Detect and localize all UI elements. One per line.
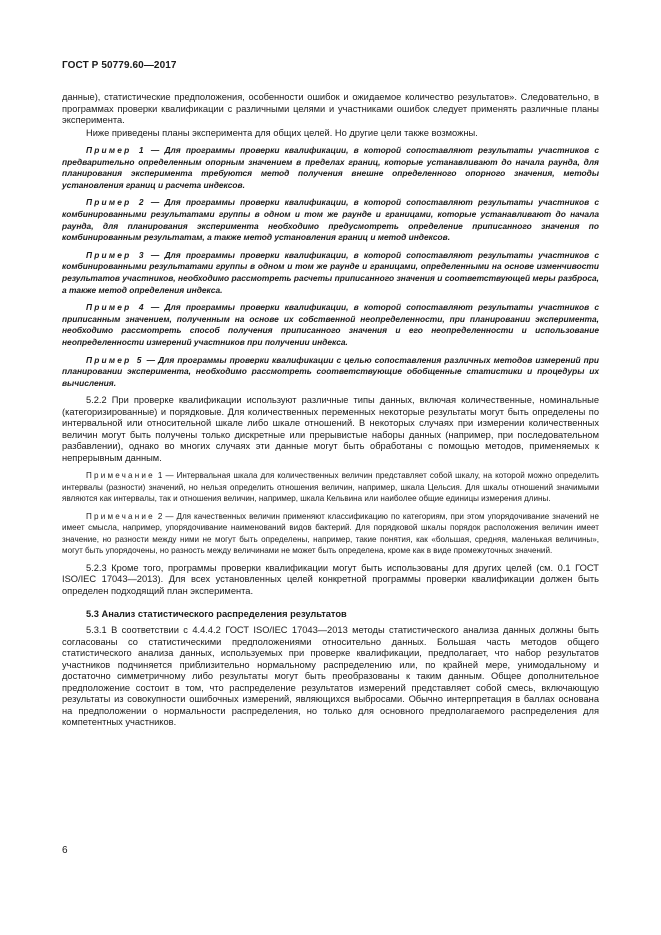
- example-text: — Для программы проверки квалификации, в которой сопоставляют результаты участников с комбинированными результатами группы в одном и том же раунде и границами, которые устанавливают до начала раунда, для планирования эксперимента необходимо предусмотреть определение приписанного значения по комбинированным результатам, а также метод установления границ и метод индексов.: [62, 197, 599, 243]
- example-label: Пример 5: [86, 354, 144, 365]
- section-title: 5.3 Анализ статистического распределения результатов: [86, 609, 347, 620]
- example-label: Пример 4: [86, 302, 146, 313]
- paragraph-continuation: данные), статистические предположения, особенности ошибок и ожидаемое количество результатов». Следовательно, в программах проверки квалификации с различными целями и участниками ошибок следует применять различные планы эксперимента.: [62, 92, 599, 125]
- example-3: [62, 250, 599, 296]
- example-text: — Для программы проверки квалификации, в которой сопоставляют результаты участников с комбинированными результатами группы в одном и том же раунде и границами, определенными на основе изменчивости результатов участников, необходимо рассмотреть расчеты приписанного значения и соответствующей меры разброса, а также метод определения индекса.: [62, 249, 599, 295]
- paragraph-intro: Ниже приведены планы эксперимента для общих целей. Но другие цели также возможны.: [86, 127, 478, 138]
- page-body: [62, 92, 599, 730]
- example-text: — Для программы проверки квалификации, в которой сопоставляют результаты участников с предварительно определенным опорным значением в пределах границ, которые устанавливают до начала раунда, для планирования эксперимента требуются метод получения внешне определенного опорного значения, методы установления границ и расчета индексов.: [62, 145, 599, 190]
- note-text: 2 — Для качественных величин применяют классификацию по категориям, при этом упорядочивание значений не имеет смысла, например, упорядочивание наименований видов бактерий. Для порядковой шкалы порядок расположения величин имеет значение, но разности между ними не могут быть определены, например, такие понятия, как «большая, средняя, маленькая величины», могут быть упорядочены, но разность между величинами не может быть определена, кроме как в виде промежуточных значений.: [62, 511, 599, 556]
- standard-header: ГОСТ Р 50779.60—2017: [62, 60, 177, 71]
- example-5: [62, 355, 599, 390]
- paragraph-5-2-2: 5.2.2 При проверке квалификации используют различные типы данных, включая количественные, номинальные (категоризированные) и порядковые. Для количественных переменных некоторые результаты могут быть определены по интервальной или относительной шкале либо шкале отношений. В некоторых случаях при измерении количественных величин могут быть получены только дискретные или прерывистые наборы данных (например, при последовательном разбавлении), однако во многих случаях эти данные могут быть обработаны с помощью методов, применяемых к непрерывным данным.: [62, 395, 599, 463]
- example-label: Пример 1: [86, 145, 146, 155]
- paragraph-5-2-3: 5.2.3 Кроме того, программы проверки квалификации могут быть использованы для других целей (см. 0.1 ГОСТ ISO/IEC 17043—2013). Для всех установленных целей конкретной программы проверки квалификации должен быть определен подходящий план эксперимента.: [62, 562, 599, 596]
- note-2: [62, 511, 599, 557]
- paragraph-5-3-1: 5.3.1 В соответствии с 4.4.4.2 ГОСТ ISO/IEC 17043—2013 методы статистического анализа данных должны быть согласованы со статистическими предположениями относительно данных. Большая часть методов общего статистического анализа данных, используемых при проверке квалификации, предполагает, что набор результатов участников подчиняется приблизительно нормальному распределению или, по крайней мере, унимодальному и достаточно симметричному либо результаты могут быть преобразованы к таким данным. Общее дополнительное предположение состоит в том, что распределение результатов измерений представляет собой смесь, включающую результаты из совокупности ошибочных измерений, являющихся выбросами. Обычно интерпретация в баллах основана на предположении о нормальности распределения, но только для основного предполагаемого распределения для компетентных участников.: [62, 625, 599, 728]
- note-text: 1 — Интервальная шкала для количественных величин представляет собой шкалу, на которой можно определить интервалы (разности) значений, но нельзя определить отношения величин, например, шкала Цельсия. Для шкалы отношений значимыми являются как интервалы, так и отношения величин, например, шкала Кельвина или наиболее общие единицы измерения длины.: [62, 471, 599, 504]
- example-text: — Для программы проверки квалификации, в которой сопоставляют результаты участников с приписанным значением, полученным на основе их собственной неопределенности, при планировании эксперимента, необходимо рассмотреть способ получения приписанного значения и его неопределенности и использование неопределенности измерений участников при получении индекса.: [62, 302, 599, 347]
- note-label: Примечание: [86, 511, 155, 521]
- note-label: Примечание: [86, 471, 155, 481]
- note-1: [62, 470, 599, 505]
- example-1: [62, 145, 599, 191]
- example-label: Пример 2: [86, 197, 146, 208]
- example-label: Пример 3: [86, 249, 146, 260]
- example-2: [62, 197, 599, 243]
- example-text: — Для программы проверки квалификации с целью сопоставления различных методов измерений при планировании эксперимента, необходимо рассмотреть соответствующие обобщенные статистики и процедуры их вычисления.: [62, 354, 599, 388]
- page-number: 6: [62, 845, 68, 856]
- example-4: [62, 302, 599, 348]
